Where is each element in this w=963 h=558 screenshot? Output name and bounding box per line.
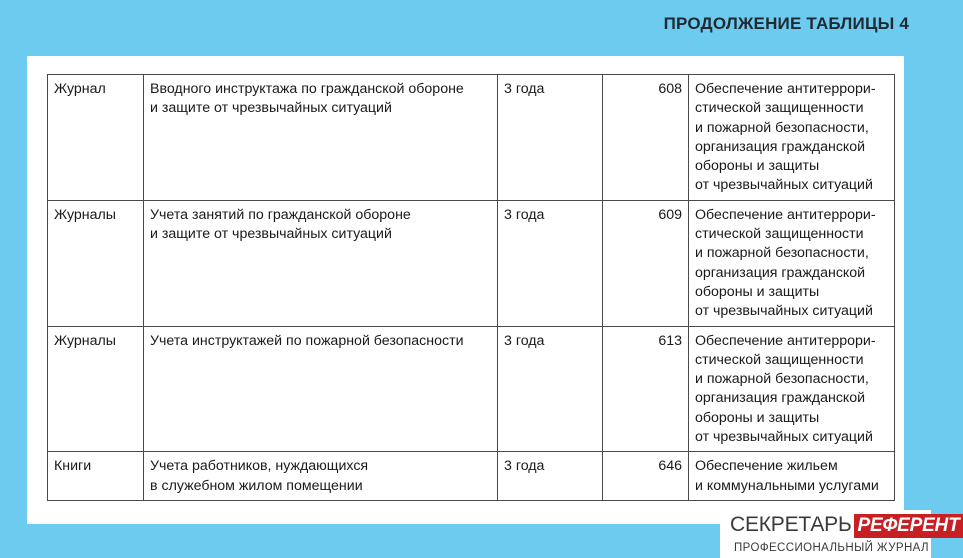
- cell-purpose: Обеспечение антитеррори- стической защищенности и пожарной безопасности, организация гражданской обороны и защиты от чрезвычайных ситуаций: [689, 75, 895, 201]
- page-title: ПРОДОЛЖЕНИЕ ТАБЛИЦЫ 4: [663, 14, 909, 33]
- cell-description: Учета занятий по гражданской обороне и защите от чрезвычайных ситуаций: [144, 200, 498, 326]
- brand-name: [730, 513, 963, 538]
- table-row: [48, 200, 895, 326]
- cell-purpose: Обеспечение антитеррори- стической защищенности и пожарной безопасности, организация гражданской обороны и защиты от чрезвычайных ситуаций: [689, 326, 895, 452]
- document-sheet: [27, 56, 904, 524]
- cell-purpose: Обеспечение жильем и коммунальными услугами: [689, 452, 895, 501]
- brand-name-plain: СЕКРЕТАРЬ: [730, 513, 852, 536]
- cell-retention-term: 3 года: [498, 452, 603, 501]
- cell-article-number: 609: [603, 200, 689, 326]
- cell-description: Вводного инструктажа по гражданской обороне и защите от чрезвычайных ситуаций: [144, 75, 498, 201]
- cell-document-type: Журналы: [48, 326, 144, 452]
- cell-retention-term: 3 года: [498, 75, 603, 201]
- cell-article-number: 608: [603, 75, 689, 201]
- table-row: [48, 326, 895, 452]
- cell-retention-term: 3 года: [498, 200, 603, 326]
- cell-document-type: Журнал: [48, 75, 144, 201]
- table-row: [48, 452, 895, 501]
- cell-document-type: Книги: [48, 452, 144, 501]
- cell-retention-term: 3 года: [498, 326, 603, 452]
- brand-name-highlight: РЕФЕРЕНТ: [854, 514, 963, 538]
- cell-article-number: 613: [603, 326, 689, 452]
- brand-subtitle: ПРОФЕССИОНАЛЬНЫЙ ЖУРНАЛ: [734, 542, 929, 554]
- cell-purpose: Обеспечение антитеррори- стической защищенности и пожарной безопасности, организация гражданской обороны и защиты от чрезвычайных ситуаций: [689, 200, 895, 326]
- brand-logo: [720, 510, 960, 558]
- cell-description: Учета работников, нуждающихся в служебном жилом помещении: [144, 452, 498, 501]
- cell-document-type: Журналы: [48, 200, 144, 326]
- cell-article-number: 646: [603, 452, 689, 501]
- records-table: [47, 74, 895, 501]
- table-row: [48, 75, 895, 201]
- cell-description: Учета инструктажей по пожарной безопасности: [144, 326, 498, 452]
